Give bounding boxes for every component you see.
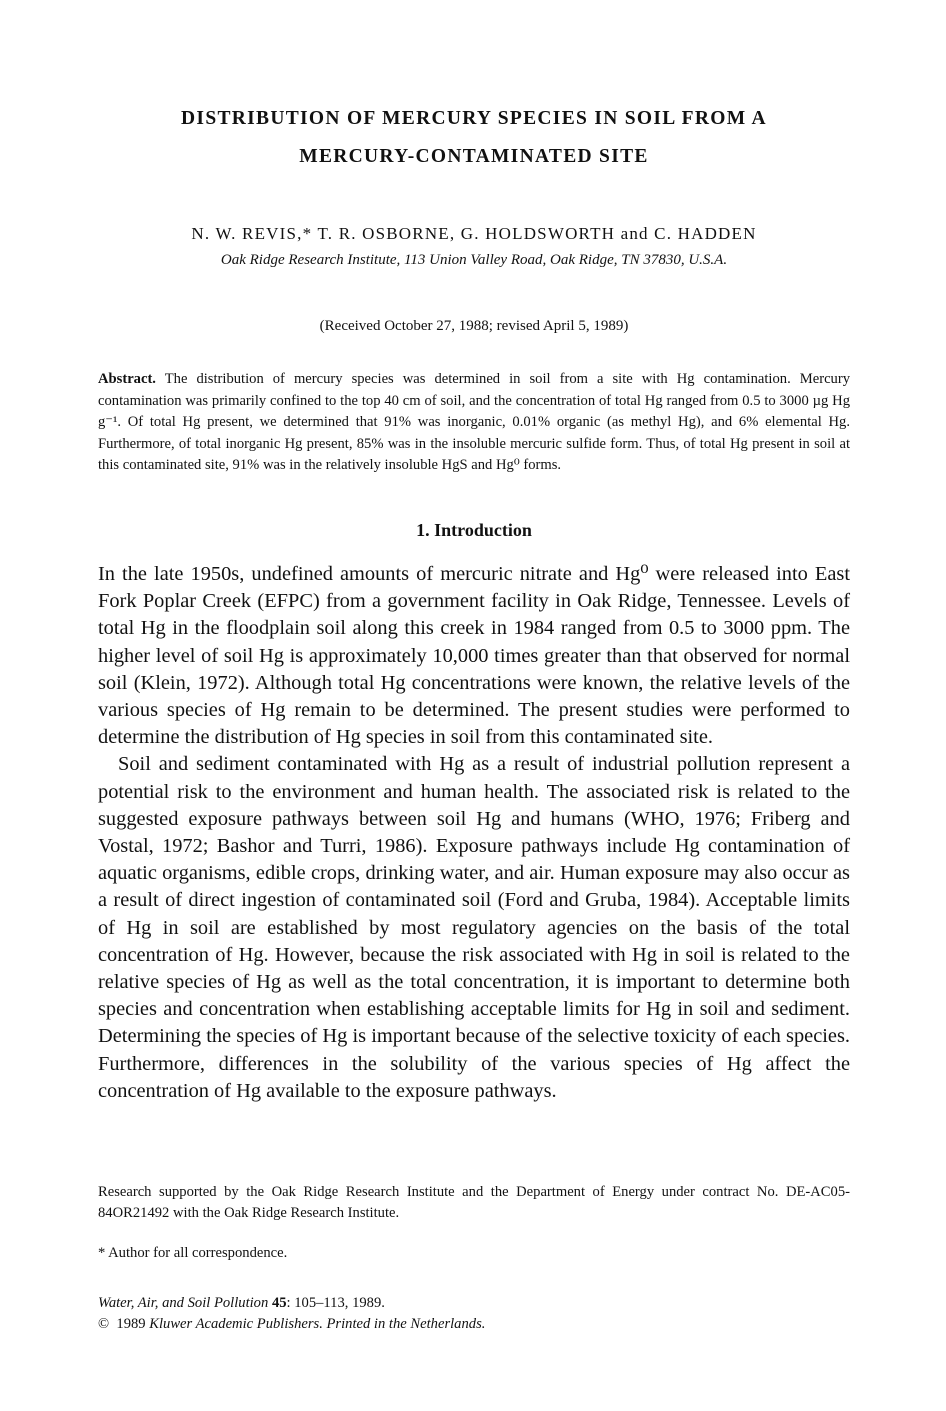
author-list: N. W. REVIS,* T. R. OSBORNE, G. HOLDSWORTH and C. HADDEN <box>191 224 757 243</box>
abstract-text: The distribution of mercury species was determined in soil from a site with Hg contamination. Mercury contamination was primarily confined to the top 40 cm of soil, and the concentration of total Hg ranged from 0.5 to 3000 µg Hg g⁻¹. Of total Hg present, we determined that 91% was inorganic, 0.01% organic (as methyl Hg), and 6% elemental Hg. Furthermore, of total inorganic Hg present, 85% was in the insoluble mercuric sulfide form. Thus, of total Hg present in soil at this contaminated site, 91% was in the relatively insoluble HgS and Hg⁰ forms. <box>98 371 850 473</box>
abstract-label: Abstract. <box>98 371 156 387</box>
journal-volume: 45 <box>271 1295 287 1311</box>
journal-pages: : 105–113, 1989. <box>286 1295 385 1311</box>
paragraph: In the late 1950s, undefined amounts of mercuric nitrate and Hg⁰ were released into East Fork Poplar Creek (EFPC) from a government facility in Oak Ridge, Tennessee. Levels of total Hg in the floodplain soil along this creek in 1984 ranged from 0.5 to 3000 ppm. The higher level of soil Hg is approximately 10,000 times greater than that observed for normal soil (Klein, 1972). Although total Hg concentrations were known, the relative levels of the various species of Hg remain to be determined. The present studies were performed to determine the distribution of Hg species in soil from this contaminated site. <box>98 563 850 749</box>
copyright-line <box>98 1314 850 1335</box>
paper-title <box>98 100 850 176</box>
journal-line <box>98 1293 850 1314</box>
received-dates: (Received October 27, 1988; revised April 5, 1989) <box>319 318 629 334</box>
introduction-body <box>98 561 850 1105</box>
abstract <box>98 369 850 477</box>
journal-citation <box>98 1293 850 1335</box>
title-line-1: DISTRIBUTION OF MERCURY SPECIES IN SOIL FROM A <box>181 108 767 129</box>
journal-name: Water, Air, and Soil Pollution <box>98 1295 269 1311</box>
copyright-year: 1989 <box>116 1316 146 1332</box>
section-heading-introduction: 1. Introduction <box>416 520 532 540</box>
paragraph: Soil and sediment contaminated with Hg as a result of industrial pollution represent a potential risk to the environment and human health. The associated risk is related to the suggested exposure pathways between soil Hg and humans (WHO, 1976; Friberg and Vostal, 1972; Bashor and Turri, 1986). Exposure pathways include Hg contamination of aquatic organisms, edible crops, drinking water, and air. Human exposure may also occur as a result of direct ingestion of contaminated soil (Ford and Gruba, 1984). Acceptable limits of Hg in soil are established by most regulatory agencies on the basis of the total concentration of Hg. However, because the risk associated with Hg in soil is related to the relative species of Hg as well as the total concentration, it is important to determine both species and concentration when establishing acceptable limits for Hg in soil and sediment. Determining the species of Hg is important because of the selective toxicity of each species. Furthermore, differences in the solubility of the various species of Hg affect the concentration of Hg available to the exposure pathways. <box>98 753 850 1102</box>
publisher: Kluwer Academic Publishers. Printed in the Netherlands. <box>149 1316 486 1332</box>
title-line-2: MERCURY-CONTAMINATED SITE <box>299 146 649 167</box>
correspondence-footnote: * Author for all correspondence. <box>98 1245 288 1261</box>
affiliation: Oak Ridge Research Institute, 113 Union Valley Road, Oak Ridge, TN 37830, U.S.A. <box>220 252 728 268</box>
funding-footnote: Research supported by the Oak Ridge Research Institute and the Department of Energy under contract No. DE-AC05-84OR21492 with the Oak Ridge Research Institute. <box>98 1184 850 1221</box>
copyright-symbol: © <box>98 1316 110 1332</box>
